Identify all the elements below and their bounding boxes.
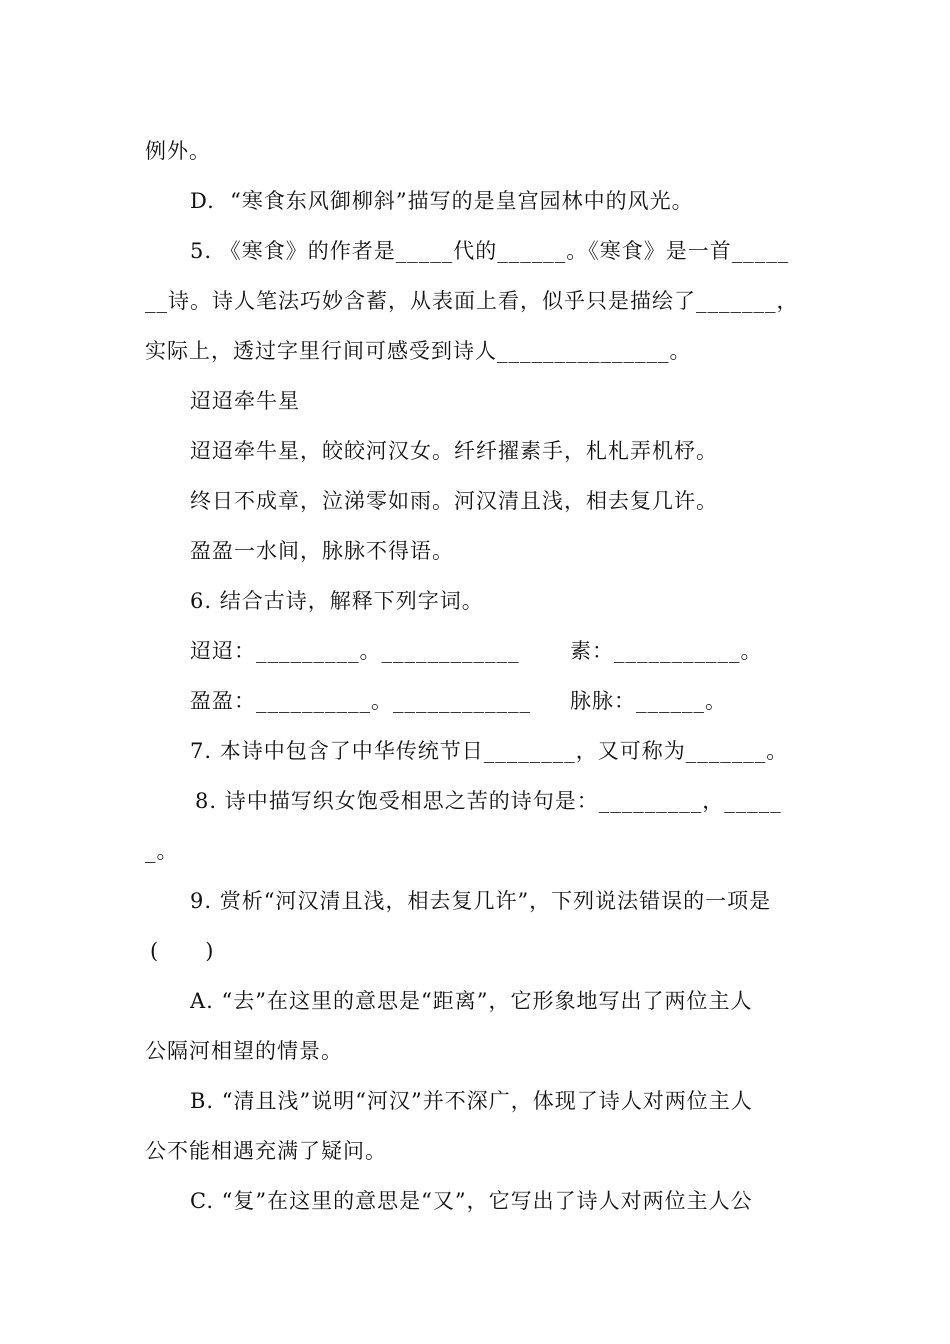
poem-line-2: 终日不成章，泣涕零如雨。河汉清且浅，相去复几许。 <box>190 489 718 513</box>
question-5-line-1: 5. 《寒食》的作者是_____代的______。《寒食》是一首_____ <box>190 239 790 263</box>
question-6-item-tiaotiao: 迢迢：_________。____________ <box>190 639 520 663</box>
text-line-continuation: 例外。 <box>145 139 211 163</box>
question-5-line-2: __诗。诗人笔法巧妙含蓄，从表面上看，似乎只是描绘了_______， <box>145 289 799 313</box>
question-6-item-su: 素：___________。 <box>570 639 763 663</box>
question-9-answer-bracket: ( ) <box>150 939 215 963</box>
question-9-option-a-line-2: 公隔河相望的情景。 <box>145 1039 343 1063</box>
question-9-option-b-line-2: 公不能相遇充满了疑问。 <box>145 1139 387 1163</box>
question-5-line-3: 实际上，透过字里行间可感受到诗人_______________。 <box>145 339 692 363</box>
question-8-line-1: 8. 诗中描写织女饱受相思之苦的诗句是：_________，_____ <box>195 789 782 813</box>
question-9-option-b-line-1: B. “清且浅”说明“河汉”并不深广，体现了诗人对两位主人 <box>190 1089 753 1113</box>
question-9-option-c-line-1: C. “复”在这里的意思是“又”，它写出了诗人对两位主人公 <box>190 1189 753 1213</box>
question-6-stem: 6. 结合古诗，解释下列字词。 <box>190 589 484 613</box>
question-6-item-yingying: 盈盈：__________。____________ <box>190 689 531 713</box>
poem-title: 迢迢牵牛星 <box>190 389 300 413</box>
poem-line-3: 盈盈一水间，脉脉不得语。 <box>190 539 454 563</box>
question-9-stem: 9. 赏析“河汉清且浅，相去复几许”，下列说法错误的一项是 <box>190 889 772 913</box>
question-4-option-d: D. “寒食东风御柳斜”描写的是皇宫园林中的风光。 <box>190 189 694 213</box>
question-6-item-momo: 脉脉：______。 <box>570 689 727 713</box>
question-7: 7. 本诗中包含了中华传统节日________，又可称为_______。 <box>190 739 789 763</box>
poem-line-1: 迢迢牵牛星，皎皎河汉女。纤纤擢素手，札札弄机杼。 <box>190 439 718 463</box>
question-8-line-2: _。 <box>145 839 179 863</box>
question-9-option-a-line-1: A. “去”在这里的意思是“距离”，它形象地写出了两位主人 <box>190 989 753 1013</box>
